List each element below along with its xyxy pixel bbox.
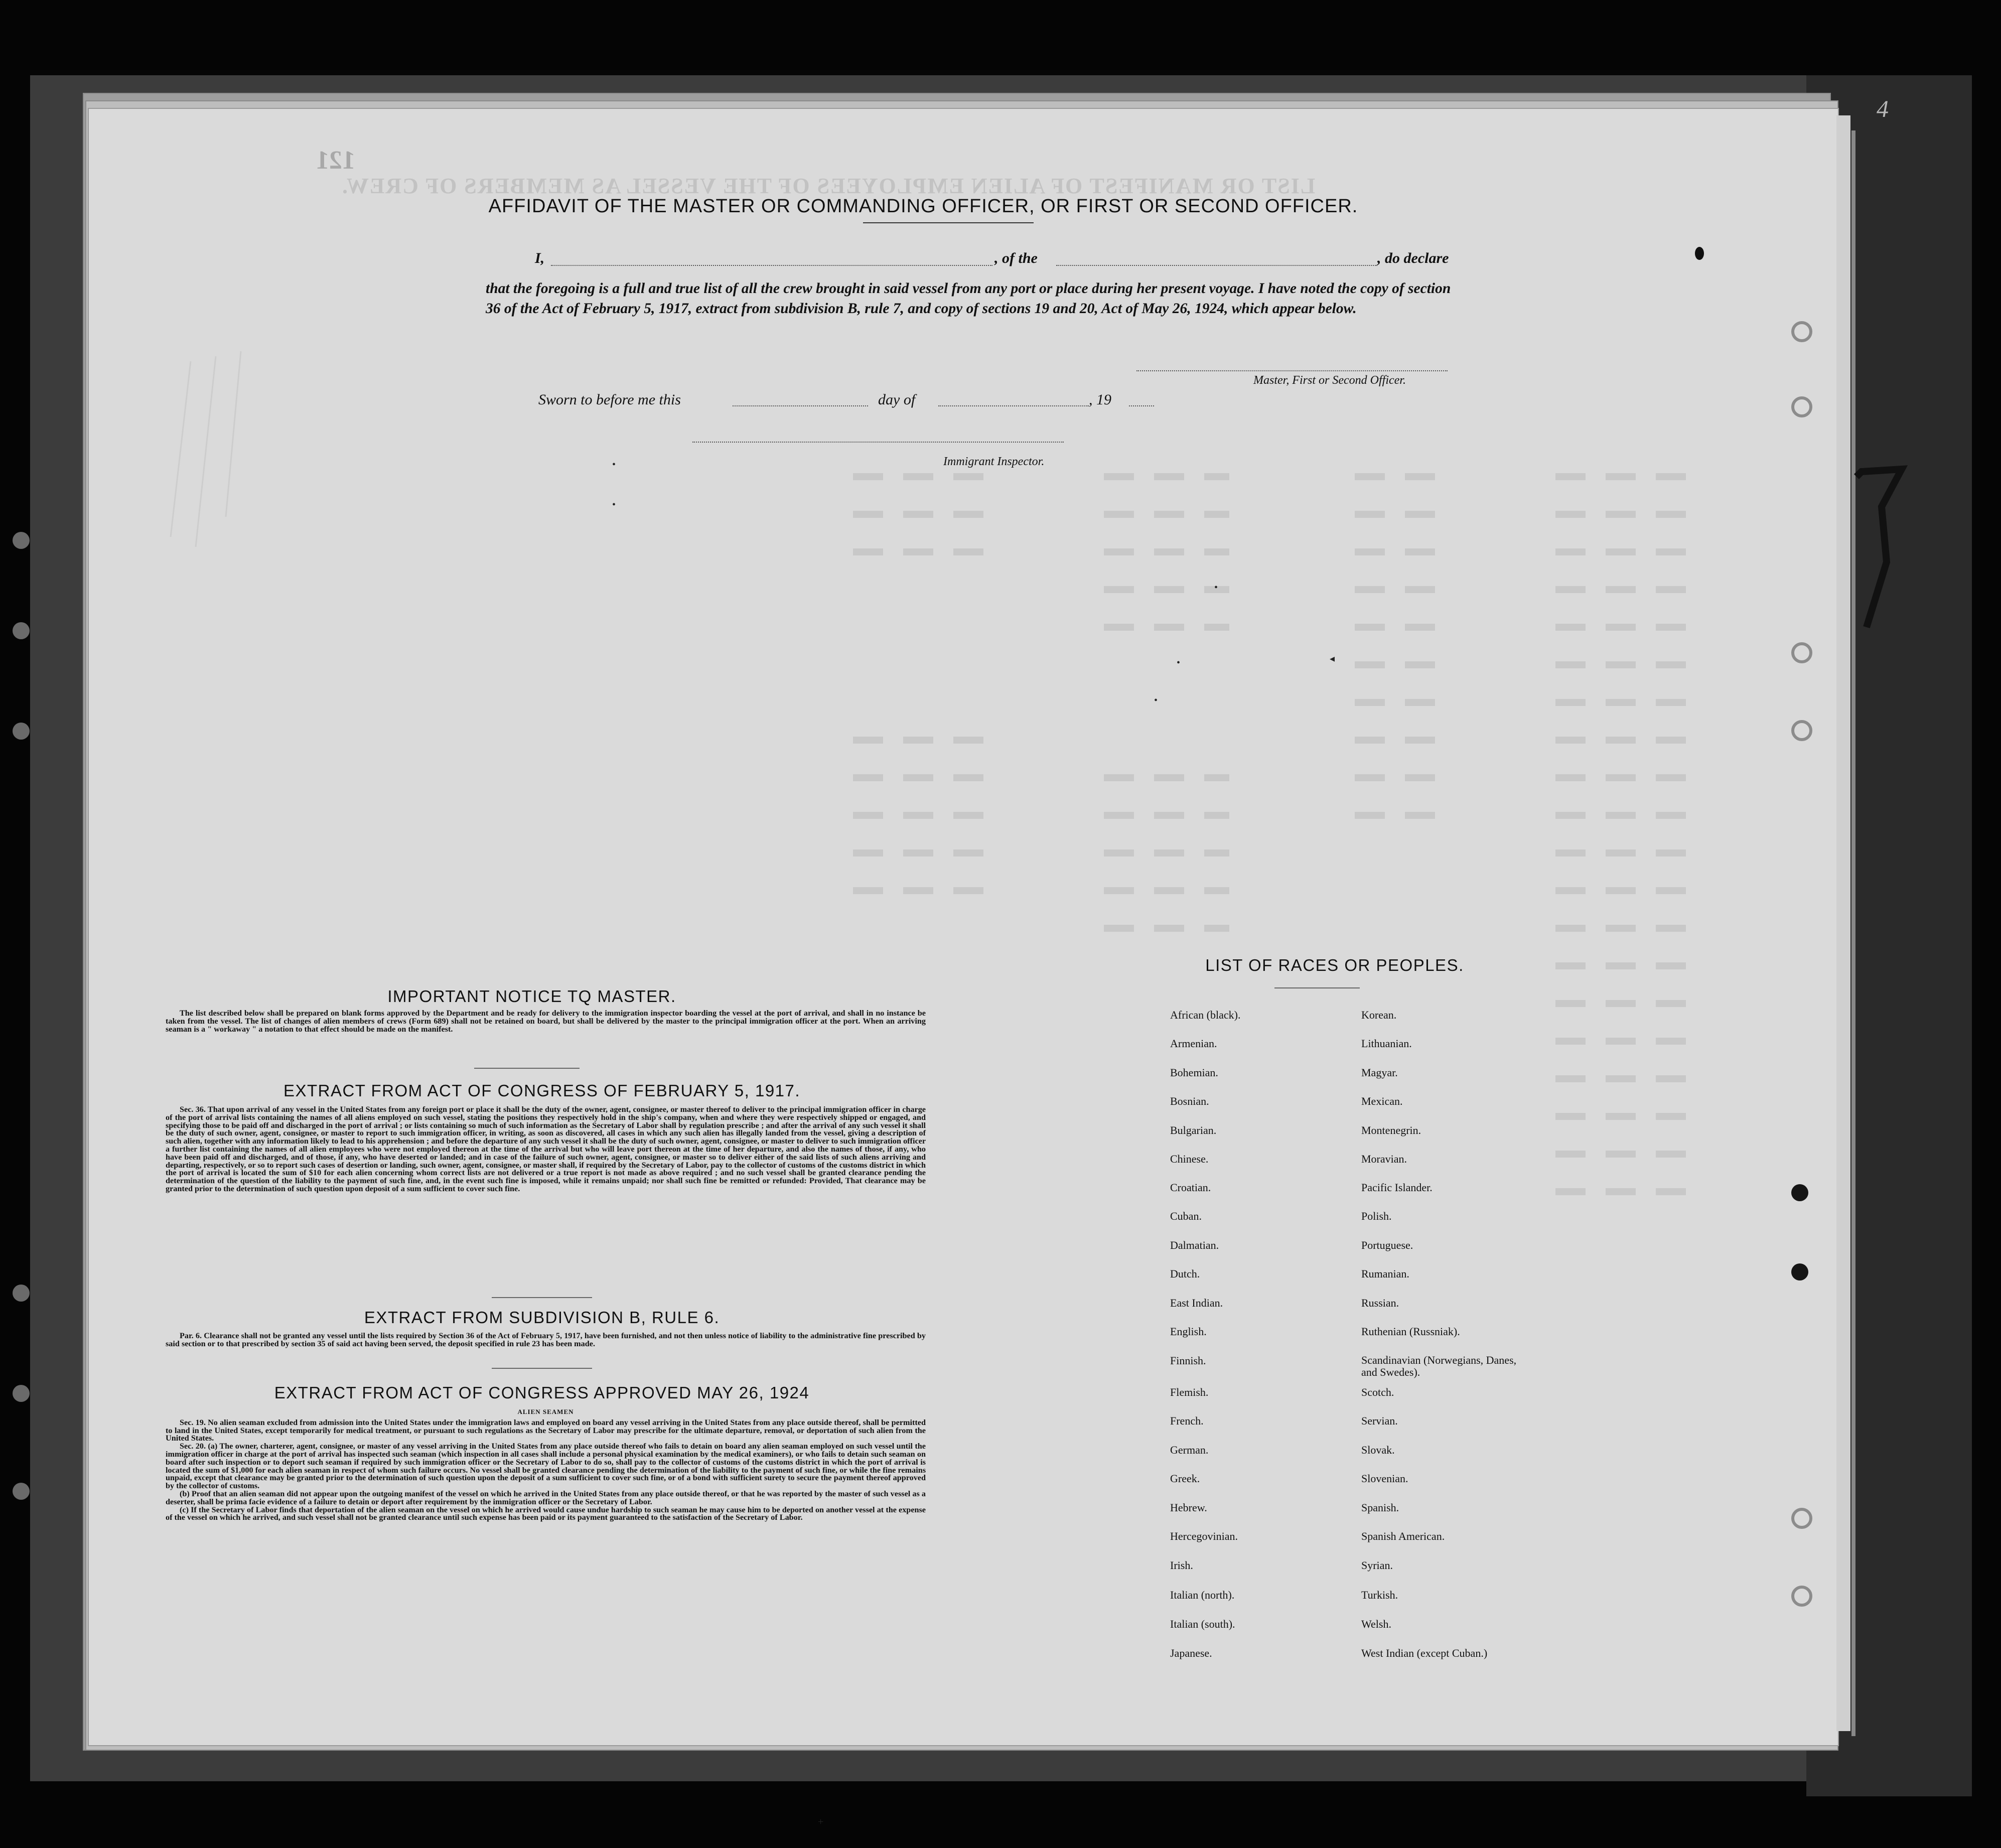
punch-hole [13, 622, 30, 639]
race-item: Syrian. [1361, 1559, 1393, 1572]
sworn-prefix: Sworn to before me this [538, 391, 681, 408]
extract-divider [492, 1297, 592, 1298]
race-item: Polish. [1361, 1210, 1392, 1222]
race-item: Spanish. [1361, 1501, 1399, 1514]
race-item: Lithuanian. [1361, 1037, 1412, 1050]
race-item: Dutch. [1170, 1267, 1200, 1280]
race-item: Bosnian. [1170, 1095, 1209, 1107]
ink-speck: • [1214, 582, 1218, 593]
punch-hole [13, 1483, 30, 1500]
notice-body [166, 1010, 926, 1033]
ink-speck: + [818, 1816, 824, 1827]
affidavit-i-label: I, [535, 250, 545, 266]
extract-1924-title: EXTRACT FROM ACT OF CONGRESS APPROVED MAY 26, 1924 [274, 1383, 810, 1402]
race-item: Dalmatian. [1170, 1239, 1219, 1251]
affidavit-declare-label: , do declare [1377, 250, 1449, 266]
punch-hole [13, 723, 30, 740]
race-item: East Indian. [1170, 1297, 1223, 1309]
race-item: Magyar. [1361, 1066, 1398, 1079]
sworn-month-field[interactable] [938, 405, 1089, 406]
race-item: Slovak. [1361, 1444, 1395, 1456]
extract-1917-title: EXTRACT FROM ACT OF CONGRESS OF FEBRUARY 5, 1917. [283, 1081, 801, 1100]
title-divider [863, 222, 1034, 223]
inspector-signature-field[interactable] [692, 442, 1064, 443]
race-item: Finnish. [1170, 1354, 1206, 1367]
affidavit-title: AFFIDAVIT OF THE MASTER OR COMMANDING OFFICER, OR FIRST OR SECOND OFFICER. [488, 196, 1358, 217]
race-item: Moravian. [1361, 1153, 1407, 1165]
sworn-date-field[interactable] [733, 405, 868, 406]
affidavit-of-the-label: , of the [994, 250, 1038, 266]
race-item: German. [1170, 1444, 1209, 1456]
ink-speck: • [612, 499, 616, 510]
races-divider [1274, 987, 1360, 988]
extract-1924-sec20c: (c) If the Secretary of Labor finds that deportation of the alien seaman on the vessel on which he arrived would cause undue hardship to such seaman he may cause him to be deported on another vessel at the expense of the vessel on which he arrived, and such vessel shall not be granted clearance until such expense has been paid or its payment guaranteed to the satisfaction of the Secretary of Labor. [166, 1505, 926, 1522]
race-item: Italian (north). [1170, 1589, 1235, 1601]
page-number: 4 [1877, 96, 1889, 122]
punch-hole [1791, 1586, 1812, 1607]
sworn-year: , 19 [1089, 391, 1111, 408]
extract-divider [492, 1368, 592, 1369]
officer-signature-field[interactable] [1136, 370, 1448, 371]
extract-1924-sec20b: (b) Proof that an alien seaman did not appear upon the outgoing manifest of the vessel on which he arrived in the United States from any place outside thereof, or that he was reported by the master of such vessel as a deserter, shall be prima facie evidence of a failure to detain or deport after requirement by the immigration officer or the Secretary of Labor. [166, 1489, 926, 1506]
ink-speck: ◂ [1330, 653, 1335, 664]
race-item: Welsh. [1361, 1618, 1391, 1630]
sheet-edge-right [1851, 130, 1855, 1736]
race-item: African (black). [1170, 1009, 1241, 1021]
extract-rule6-body [166, 1332, 926, 1348]
race-item: French. [1170, 1414, 1204, 1427]
ink-speck: • [1154, 695, 1158, 706]
punch-hole [1791, 1508, 1812, 1529]
race-item: Japanese. [1170, 1647, 1212, 1659]
race-item: Cuban. [1170, 1210, 1202, 1222]
extract-1924-sec20a: Sec. 20. (a) The owner, charterer, agent, consignee, or master of any vessel arriving in the United States from any place outside thereof who fails to detain on board any alien seaman employed on such vessel until the immigration officer in charge at the port of arrival has inspected such seaman (which inspection in all cases shall include a personal physical examination by the medical examiners), or who fails to detain such seaman on board after such inspection or to deport such seaman if required by such immigration officer or the Secretary of Labor to do so, shall pay to the collector of customs of the customs district in which the port of arrival is located the sum of $1,000 for each alien seaman in respect of whom such failure occurs. No vessel shall be granted clearance pending the determination of the liability to the payment of such fine, or while the fine remains unpaid, except that clearance may be granted prior to the determination of such question upon the deposit of a sum sufficient to cover such fine, or of a bond with sufficient surety to secure the payment thereof approved by the collector of customs. [166, 1442, 926, 1491]
race-item: Irish. [1170, 1559, 1193, 1572]
race-item: Ruthenian (Russniak). [1361, 1325, 1460, 1338]
race-item: Montenegrin. [1361, 1124, 1421, 1136]
ghost-rows [151, 236, 1806, 1490]
race-item: Turkish. [1361, 1589, 1398, 1601]
sworn-year-field[interactable] [1129, 405, 1154, 406]
race-item: Armenian. [1170, 1037, 1217, 1050]
punch-hole [13, 1385, 30, 1402]
officer-caption: Master, First or Second Officer. [1253, 374, 1406, 387]
race-item: Pacific Islander. [1361, 1181, 1433, 1194]
ink-speck: • [612, 459, 616, 470]
race-item: Flemish. [1170, 1386, 1209, 1398]
race-item: Bohemian. [1170, 1066, 1218, 1079]
pencil-mark-icon [1851, 462, 1912, 642]
punch-hole [13, 1285, 30, 1302]
race-item: Russian. [1361, 1297, 1399, 1309]
affidavit-body: that the foregoing is a full and true list of all the crew brought in said vessel from any port or place during her present voyage. I have noted the copy of section 36 of the Act of February 5, 1917, extract from subdivision B, rule 7, and copy of sections 19 and 20, Act of May 26, 1924, which appear below. [486, 280, 1451, 317]
race-item: Spanish American. [1361, 1530, 1445, 1542]
race-item: Mexican. [1361, 1095, 1403, 1107]
race-item: Slovenian. [1361, 1472, 1408, 1485]
extract-rule6-title: EXTRACT FROM SUBDIVISION B, RULE 6. [364, 1308, 720, 1327]
race-item: English. [1170, 1325, 1207, 1338]
race-item: Croatian. [1170, 1181, 1211, 1194]
race-item: Hercegovinian. [1170, 1530, 1238, 1542]
race-item: West Indian (except Cuban.) [1361, 1647, 1488, 1659]
inspector-caption: Immigrant Inspector. [943, 455, 1045, 468]
race-item: Korean. [1361, 1009, 1397, 1021]
affidavit-name-field[interactable] [551, 265, 992, 266]
bleed-through-number: 121 [316, 146, 355, 175]
extract-1924-sec19: Sec. 19. No alien seaman excluded from admission into the United States under the immigration laws and employed on board any vessel arriving in the United States from any place outside thereof, shall be permitted to land in the United States, except temporarily for medical treatment, or pursuant to such regulations as the Secretary of Labor may prescribe for the ultimate departure, removal, or deportation of such alien from the United States. [166, 1417, 926, 1443]
race-item: Rumanian. [1361, 1267, 1409, 1280]
race-item: Scandinavian (Norwegians, Danes, and Swedes). [1361, 1354, 1517, 1378]
races-title: LIST OF RACES OR PEOPLES. [1205, 956, 1464, 974]
race-item: Bulgarian. [1170, 1124, 1217, 1136]
race-item: Scotch. [1361, 1386, 1394, 1398]
sheet-edge-right [1836, 115, 1850, 1731]
bleed-through-header: LIST OR MANIFEST OF ALIEN EMPLOYEES OF THE VESSEL AS MEMBERS OF CREW. [341, 174, 1316, 198]
race-item: Servian. [1361, 1414, 1398, 1427]
extract-rule6-text: Par. 6. Clearance shall not be granted any vessel until the lists required by Section 36 of the Act of February 5, 1917, have been furnished, and not then unless notice of liability to the administrative fine prescribed by said section or to that prescribed by section 35 of said act having been served, the deposit specified in rule 23 has been made. [166, 1331, 926, 1348]
extract-1924-body [166, 1408, 926, 1522]
race-item: Portuguese. [1361, 1239, 1413, 1251]
notice-divider [474, 1068, 580, 1069]
affidavit-vessel-field[interactable] [1056, 265, 1377, 266]
race-item: Hebrew. [1170, 1501, 1207, 1514]
notice-title: IMPORTANT NOTICE TQ MASTER. [387, 987, 676, 1006]
race-item: Greek. [1170, 1472, 1200, 1485]
race-item: Italian (south). [1170, 1618, 1235, 1630]
notice-text: The list described below shall be prepared on blank forms approved by the Department and be ready for delivery to the immigration inspector boarding the vessel at the port of arrival, and shall in no instance be taken from the vessel. The list of changes of alien members of crews (Form 689) shall not be retained on board, but shall be delivered by the master to the principal immigration officer at the port. When an arriving seaman is a " workaway " a notation to that effect should be made on the manifest. [166, 1009, 926, 1034]
sworn-day-of: day of [878, 391, 916, 408]
extract-1917-text: Sec. 36. That upon arrival of any vessel in the United States from any foreign port or place it shall be the duty of the owner, agent, consignee, or master thereof to deliver to the principal immigration officer in charge of the port of arrival lists containing the names of all aliens employed on such vessel, stating the positions they respectively hold in the ship's company, when and where they were respectively shipped or engaged, and specifying those to be paid off and discharged in the port of arrival ; or lists containing so much of such information as the Secretary of Labor shall by regulation prescribe ; and after the arrival of any such vessel it shall be the duty of such owner, agent, consignee, or master to report to such immigration officer, in writing, as soon as discovered, all cases in which any such alien has illegally landed from the vessel, giving a description of such alien, together with any information likely to lead to his apprehension ; and before the departure of any such vessel it shall be the duty of such owner, agent, consignee, or master to deliver to such immigration officer a further list containing the names of all alien employees who were not employed thereon at the time of the arrival but who will leave port thereon at the time of her departure, and also the names of those, if any, who have been paid off and discharged, and of those, if any, who have deserted or landed; and in case of the failure of such owner, agent, consignee, or master so to deliver either of the said lists of such aliens arriving and departing, respectively, or so to report such cases of desertion or landing, such owner, agent, consignee, or master shall, if required by the Secretary of Labor, pay to the collector of customs of the customs district in which the port of arrival is located the sum of $10 for each alien concerning whom correct lists are not delivered or a true report is not made as above required ; and no such vessel shall be granted clearance pending the determination of the question of the liability to the payment of such fine, and, in the event such fine is imposed, while it remains unpaid; nor shall such fine be remitted or refunded: Provided, That clearance may be granted prior to the determination of such question upon deposit of a sum sufficient to cover such fine. [166, 1105, 926, 1193]
bleed-through-lines [151, 236, 1806, 1490]
extract-1917-body [166, 1106, 926, 1193]
race-item: Chinese. [1170, 1153, 1209, 1165]
extract-1924-subtitle: ALIEN SEAMEN [517, 1408, 574, 1415]
punch-hole [13, 532, 30, 549]
ink-speck: • [1177, 657, 1181, 668]
